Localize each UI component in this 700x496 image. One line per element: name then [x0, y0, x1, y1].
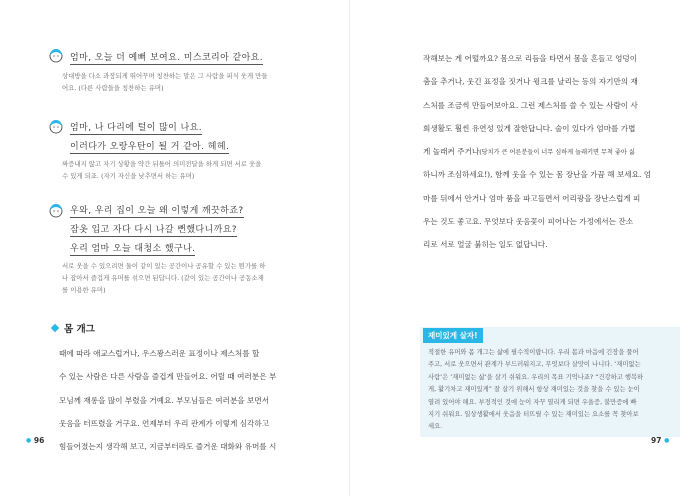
body-line: 모님께 재롱을 많이 부렸을 거예요. 부모님들은 여러분을 보면서: [59, 395, 270, 405]
dialog3-line3: 우리 엄마 오늘 대청소 했구나.: [70, 244, 196, 254]
dialog3-note-line: 나 잡아서 즐겁게 유머를 섞으면 된답니다. (같이 있는 공간이나 공동소재: [62, 274, 264, 282]
body-line: 하니까 조심하세요!), 함께 웃을 수 있는 몸 장난을 가끔 해 보세요. 엄: [423, 170, 652, 180]
dialog2-note-line: 짜증내지 않고 자기 상황을 약간 뒤틀어 의미전달을 하게 되면 서로 웃을: [62, 160, 262, 168]
body-line: 수 있는 사람은 다른 사람을 즐겁게 만들어요. 어릴 때 여러분은 부: [59, 372, 277, 382]
dialog3-note: [62, 260, 292, 296]
body-line: 회생활도 훨씬 유연성 있게 잘한답니다. 술이 있다가 엄마를 가볍: [423, 123, 636, 133]
section-heading: [52, 321, 95, 335]
dialog3-line2: 잠옷 입고 자다 다시 나갈 뻔했다니까요?: [70, 225, 237, 235]
left-body-text: [59, 342, 276, 458]
page-number-text: 97: [651, 436, 662, 445]
tip-line: 사람’은 ‘재미없는 삶’을 살기 쉬워요. 우리의 목표 기억나죠? “건강하고 행복하: [428, 373, 644, 381]
tip-line: 지기 쉬워요. 일상생활에서 웃음을 터뜨릴 수 있는 재미있는 요소를 꼭 찾아보: [428, 411, 639, 419]
diamond-bullet-icon: [51, 324, 59, 332]
dialog1-note-line: 상대방을 다소 과장되게 뛰어꾸며 칭찬하는 말은 그 사람을 피식 웃게 만들: [62, 72, 268, 80]
body-line: 때에 따라 애교스럽거나, 우스꽝스러운 표정이나 제스처를 할: [59, 349, 260, 358]
body-line: 춤을 추거나, 웃긴 표정을 짓거나 윙크를 날리는 등의 자기만의 재: [423, 77, 638, 87]
dialog1-note-line: 어요. (다른 사람들을 칭찬하는 유머): [62, 84, 164, 92]
dialog1-line1: 엄마, 오늘 더 예뻐 보여요. 미스코리아 같아요.: [70, 53, 264, 63]
body-line: 힘들어졌는지 생각해 보고, 지금부터라도 즐거운 대화와 유머를 시: [59, 442, 277, 452]
body-line: 작해보는 게 어떨까요? 몸으로 리듬을 타면서 몸을 흔들고 엉덩이: [423, 54, 638, 63]
dialog2-line2: 이러다가 오랑우탄이 될 거 같아. 헤헤.: [70, 142, 230, 152]
tip-line: 주고, 서로 웃으면서 관계가 부드러워지고, 무엇보다 살맛이 나니다. ‘재미없는: [428, 361, 641, 369]
page-number-right: [651, 436, 669, 445]
tip-line: 열려 있어야 해요. 부정적인 것에 눈이 자꾸 열리게 되면 우울증, 불만증에 빠: [428, 398, 637, 406]
dialog2-line1: 엄마, 나 다리에 털이 많이 나요.: [70, 123, 202, 133]
book-spine: [349, 0, 350, 496]
dialog2-note: [62, 158, 292, 182]
page-number-text: 96: [33, 436, 45, 445]
tip-line: 적절한 유머와 몸 개그는 삶에 필수적이랍니다. 우리 몸과 마음에 긴장을 풀어: [428, 349, 639, 356]
body-aside: (당치가 큰 어른분들이 너무 심하게 놀래키면 무척 좋아 싫: [479, 149, 635, 157]
girl-avatar-icon: [48, 47, 64, 63]
body-line: [423, 140, 651, 163]
body-text: 게 놀래켜 주거나: [423, 147, 480, 157]
right-body-text: [423, 47, 651, 257]
body-line: 스처를 조금씩 만들어보아요. 그런 제스처를 쓸 수 있는 사람이 사: [423, 100, 638, 110]
page-number-left: [26, 436, 44, 445]
body-line: 웃음을 터뜨렸을 거구요. 언제부터 우리 관계가 이렇게 심각하고: [59, 418, 270, 428]
dot-bullet-icon: ●: [26, 437, 32, 444]
dialog1-note: [62, 70, 292, 94]
body-line: 리로 서로 얼굴 붉히는 일도 없답니다.: [423, 240, 548, 250]
tip-box-title: 재미있게 살자!: [423, 328, 483, 343]
dot-bullet-icon: ●: [664, 437, 670, 444]
dialog3-line1: 우와, 우리 집이 오늘 왜 이렇게 깨끗하죠?: [70, 206, 244, 216]
dialog2-note-line: 수 있게 되죠. (자기 자신을 낮추면서 하는 유머): [62, 172, 195, 180]
girl-avatar-icon: [48, 202, 64, 218]
body-line: 우는 것도 좋고요. 무엇보다 웃음꽃이 피어나는 가정에서는 잔소: [423, 217, 634, 227]
dialog3-note-line: 를 이용한 유머): [62, 286, 106, 294]
tip-line: 게, 활기차고 재미있게” 잘 살기 위해서 항상 재미있는 것을 찾을 수 있는 눈이: [428, 386, 640, 394]
section-title: 몸 개그: [64, 324, 95, 335]
tip-line: 세요.: [428, 423, 443, 431]
tip-box-text: [428, 347, 674, 434]
body-line: 마를 뒤에서 안거나 엄마 품을 파고들면서 어리광을 장난스럽게 피: [423, 193, 641, 203]
girl-avatar-icon: [48, 118, 64, 134]
dialog3-note-line: 서로 웃을 수 있으려면 둘이 같이 있는 공간이나 공유할 수 있는 뭔가를 하: [62, 262, 266, 270]
